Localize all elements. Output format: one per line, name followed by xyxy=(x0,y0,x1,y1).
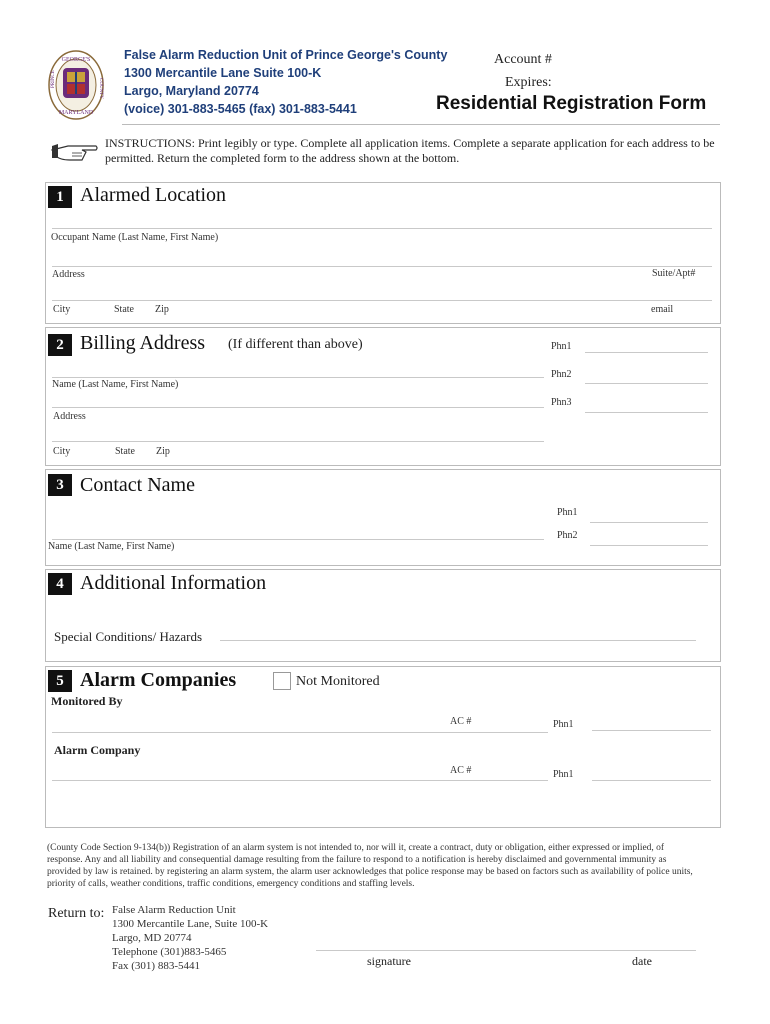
address-label: Address xyxy=(52,269,85,280)
section-number-1: 1 xyxy=(48,186,72,208)
alarm-company-ac-label: AC # xyxy=(450,765,472,776)
pointing-hand-icon xyxy=(50,138,98,164)
form-title: Residential Registration Form xyxy=(436,93,707,114)
contact-phn1-field[interactable] xyxy=(590,522,708,523)
signature-date-field[interactable] xyxy=(316,950,696,951)
contact-phn2-label: Phn2 xyxy=(557,530,578,541)
svg-text:MARYLAND: MARYLAND xyxy=(58,110,94,116)
contact-name-label: Name (Last Name, First Name) xyxy=(48,541,175,552)
expires-label: Expires: xyxy=(505,75,552,90)
state-label: State xyxy=(114,304,134,315)
org-city: Largo, Maryland 20774 xyxy=(124,84,259,98)
signature-label: signature xyxy=(367,954,411,968)
address-field[interactable] xyxy=(52,266,712,267)
monitored-by-phn1-label: Phn1 xyxy=(553,719,574,730)
billing-phn1-label: Phn1 xyxy=(551,341,572,352)
monitored-by-phn1-field[interactable] xyxy=(592,730,711,731)
not-monitored-label: Not Monitored xyxy=(296,674,380,689)
suite-apt-label: Suite/Apt# xyxy=(652,268,696,279)
org-address-block xyxy=(124,46,447,118)
zip-label: Zip xyxy=(155,304,169,315)
header-divider xyxy=(122,124,720,125)
org-street: 1300 Mercantile Lane Suite 100-K xyxy=(124,66,322,80)
billing-city-state-zip-field[interactable] xyxy=(52,441,544,442)
billing-zip-label: Zip xyxy=(156,446,170,457)
section-number-4: 4 xyxy=(48,573,72,595)
svg-text:PRINCE: PRINCE xyxy=(51,70,56,88)
not-monitored-checkbox[interactable] xyxy=(273,672,291,690)
return-line-5: Fax (301) 883-5441 xyxy=(112,960,200,972)
billing-phn3-label: Phn3 xyxy=(551,397,572,408)
contact-phn1-label: Phn1 xyxy=(557,507,578,518)
billing-phn1-field[interactable] xyxy=(585,352,708,353)
alarm-company-field[interactable] xyxy=(52,780,548,781)
billing-state-label: State xyxy=(115,446,135,457)
instructions-text: INSTRUCTIONS: Print legibly or type. Complete all application items. Complete a separate application for each address to be permitted. Return the completed form to the address shown at the bottom. xyxy=(105,136,715,165)
svg-text:GEORGE'S: GEORGE'S xyxy=(61,57,91,63)
contact-name-field[interactable] xyxy=(52,539,544,540)
org-phone: (voice) 301-883-5465 (fax) 301-883-5441 xyxy=(124,102,357,116)
billing-phn2-field[interactable] xyxy=(585,383,708,384)
section-number-5: 5 xyxy=(48,670,72,692)
return-line-1: False Alarm Reduction Unit xyxy=(112,904,236,916)
occupant-name-field[interactable] xyxy=(52,228,712,229)
billing-name-label: Name (Last Name, First Name) xyxy=(52,379,179,390)
alarm-company-phn1-label: Phn1 xyxy=(553,769,574,780)
return-line-4: Telephone (301)883-5465 xyxy=(112,946,227,958)
return-to-label: Return to: xyxy=(48,906,105,921)
org-name: False Alarm Reduction Unit of Prince George's County xyxy=(124,48,448,62)
section-title-4: Additional Information xyxy=(80,572,267,594)
special-conditions-label: Special Conditions/ Hazards xyxy=(54,629,203,644)
email-label: email xyxy=(651,304,674,315)
billing-address-label: Address xyxy=(53,411,86,422)
county-seal xyxy=(48,50,104,120)
billing-city-label: City xyxy=(53,446,71,457)
section-title-2: Billing Address xyxy=(80,332,206,354)
city-label: City xyxy=(53,304,71,315)
occupant-name-label: Occupant Name (Last Name, First Name) xyxy=(51,232,219,243)
date-label: date xyxy=(632,954,652,968)
billing-phn3-field[interactable] xyxy=(585,412,708,413)
billing-name-field[interactable] xyxy=(52,377,544,378)
return-address-block xyxy=(112,903,268,973)
section-number-3: 3 xyxy=(48,474,72,496)
return-line-3: Largo, MD 20774 xyxy=(112,932,192,944)
account-label: Account # xyxy=(494,52,552,67)
alarm-company-label: Alarm Company xyxy=(54,743,141,757)
return-line-2: 1300 Mercantile Lane, Suite 100-K xyxy=(112,918,269,930)
contact-phn2-field[interactable] xyxy=(590,545,708,546)
monitored-by-ac-label: AC # xyxy=(450,716,472,727)
billing-address-field[interactable] xyxy=(52,407,544,408)
alarm-company-phn1-field[interactable] xyxy=(592,780,711,781)
legal-disclaimer: (County Code Section 9-134(b)) Registration of an alarm system is not intended to, nor will it, create a contract, duty or obligation, either expressed or implied, of response. Any and all liability and consequential damage resulting from the failure to respond to a notification is hereby disclaimed and governmental immunity as provided by law is retained. by registering an alarm system, the alarm user acknowledges that police response may be based on factors such as availability of police units, priority of calls, weather conditions, traffic conditions, emergency conditions and staffing levels. xyxy=(47,843,693,889)
section-title-5: Alarm Companies xyxy=(80,669,237,691)
svg-text:COUNTY: COUNTY xyxy=(98,78,103,99)
monitored-by-label: Monitored By xyxy=(51,694,123,708)
billing-phn2-label: Phn2 xyxy=(551,369,572,380)
section-title-3: Contact Name xyxy=(80,474,195,496)
section-title-1: Alarmed Location xyxy=(80,184,227,206)
monitored-by-field[interactable] xyxy=(52,732,548,733)
special-conditions-field[interactable] xyxy=(220,640,696,641)
billing-note: (If different than above) xyxy=(228,337,363,352)
city-state-zip-email-field[interactable] xyxy=(52,300,712,301)
section-number-2: 2 xyxy=(48,334,72,356)
